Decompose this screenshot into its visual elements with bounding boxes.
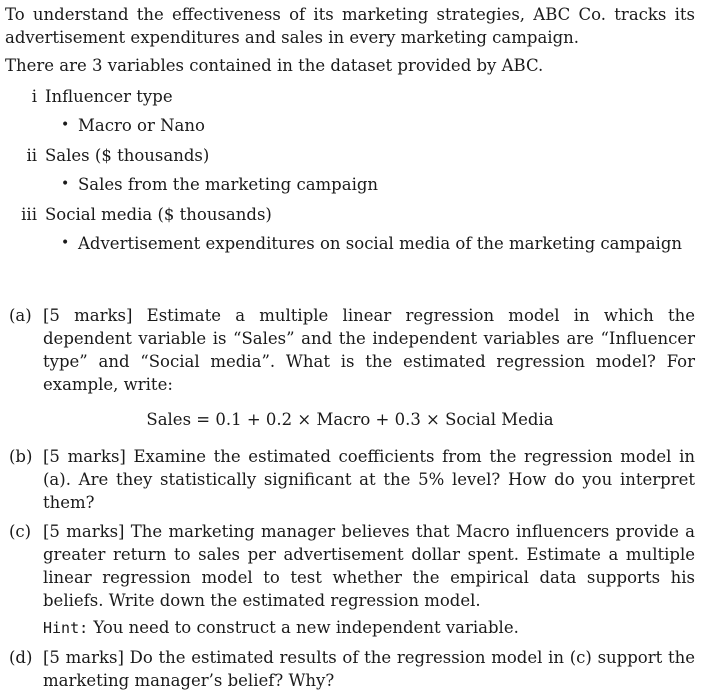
question-label: (a) [9,306,32,325]
example-equation: Sales = 0.1 + 0.2 × Macro + 0.3 × Social Media [146,410,554,429]
variable-label: Influencer type [45,87,173,106]
variable-label: Sales ($ thousands) [45,146,210,165]
variable-description [5,114,695,144]
hint [43,616,695,640]
hint-label: Hint: [43,619,89,637]
variable-list [5,85,695,262]
variable-item [5,203,695,232]
question-b [5,445,695,514]
question-label: (d) [9,648,33,667]
bullet-icon: • [61,176,70,192]
question-label: (c) [9,522,32,541]
question-text: [5 marks] Do the estimated results of the regression model in (c) support the marketing manager’s belief? Why? [43,648,695,690]
intro-variables-sentence: There are 3 variables contained in the dataset provided by ABC. [5,56,544,75]
variable-description [5,173,695,203]
hint-text: You need to construct a new independent variable. [93,618,519,637]
variable-description [5,232,695,262]
variable-description-text: Macro or Nano [78,116,205,135]
variable-description-text: Advertisement expenditures on social media of the marketing campaign [78,234,683,253]
variable-number: ii [26,146,37,165]
question-text: [5 marks] The marketing manager believes that Macro influencers provide a greater return to sales per advertisement dollar spent. Estimate a multiple linear regression model to test whether the empirical data supports his beliefs. Write down the estimated regression model. [43,522,695,610]
bullet-icon: • [61,235,70,251]
question-c [5,520,695,640]
bullet-icon: • [61,117,70,133]
question-list [5,304,695,692]
question-a [5,304,695,431]
question-text: [5 marks] Examine the estimated coefficients from the regression model in (a). Are they statistically significant at the 5% level? How do you interpret them? [43,447,695,512]
variable-item [5,144,695,173]
variable-number: iii [21,205,37,224]
question-d [5,646,695,692]
question-label: (b) [9,447,33,466]
variable-number: i [31,87,37,106]
intro-paragraph: To understand the effectiveness of its marketing strategies, ABC Co. tracks its advertisement expenditures and sales in every marketing campaign. [5,5,695,47]
variable-item [5,85,695,114]
question-text: [5 marks] Estimate a multiple linear regression model in which the dependent variable is “Sales” and the independent variables are “Influencer type” and “Social media”. What is the estimated regression model? For example, write: [43,306,695,394]
document [5,3,695,692]
variable-label: Social media ($ thousands) [45,205,272,224]
variable-description-text: Sales from the marketing campaign [78,175,379,194]
